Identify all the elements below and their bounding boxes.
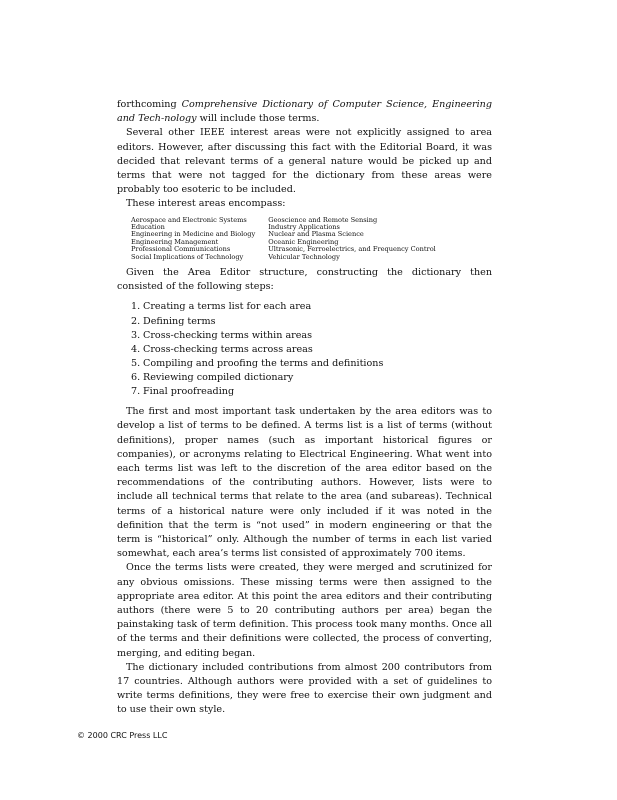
interest-area: Social Implications of Technology (131, 252, 244, 261)
steps-list (117, 300, 492, 399)
interest-area: Nuclear and Plasma Science (268, 230, 364, 239)
list-item (131, 343, 492, 357)
step-text: Cross-checking terms within areas (143, 329, 313, 341)
step-number: 4. (131, 343, 141, 355)
step-text: Reviewing compiled dictionary (143, 371, 294, 383)
interest-areas-left-column (131, 217, 268, 261)
paragraph-merge: Once the terms lists were created, they were merged and scrutinized for any obvious omissions. These missing terms were then assigned to the appropriate area editor. At this point the area editors and their contributing authors (there were 5 to 20 contributing authors per area) began the painstaking task of term definition. This process took many months. Once all of the terms and their definitions were collected, the process of converting, merging, and editing began. (117, 562, 492, 659)
step-number: 3. (131, 329, 141, 341)
list-item (131, 385, 492, 399)
paragraph-areas: Several other IEEE interest areas were not explicitly assigned to area editors. However, after discussing this fact with the Editorial Board, it was decided that relevant terms of a general nature would be picked up and terms that were not tagged for the dictionary from these areas were probably too esoteric to be included. (117, 127, 492, 196)
step-number: 6. (131, 371, 141, 383)
step-text: Final proofreading (143, 386, 235, 398)
book-title: Comprehensive Dictionary of Computer Science, Engineering and Tech-nology (117, 99, 493, 125)
paragraph-contributors: The dictionary included contributions from almost 200 contributors from 17 countries. Although authors were provided with a set of guidelines to write terms definitions, they were free to exercise their own judgment and to use their own style. (117, 661, 492, 716)
paragraph-steps-intro: Given the Area Editor structure, constructing the dictionary then consisted of the following steps: (117, 267, 492, 293)
interest-area: Vehicular Technology (268, 252, 340, 261)
step-number: 1. (131, 301, 141, 313)
list-item (131, 357, 492, 371)
step-number: 5. (131, 357, 141, 369)
intro-text: forthcoming (117, 99, 182, 110)
step-text: Compiling and proofing the terms and definitions (143, 357, 384, 369)
step-text: Cross-checking terms across areas (143, 343, 313, 355)
paragraph-terms-list: The first and most important task undertaken by the area editors was to develop a list of terms to be defined. A terms list is a list of terms (without definitions), proper names (such as important historical figures or companies), or acronyms relating to Electrical Engineering. What went into each terms list was left to the discretion of the area editor based on the recommendations of the contributing authors. However, lists were to include all technical terms that relate to the area (and subareas). Technical terms of a historical nature were only included if it was noted in the definition that the term is “not used” in modern engineering or that the term is “historical” only. Although the number of terms in each list varied somewhat, each area’s terms list consisted of approximately 700 items. (117, 406, 492, 560)
interest-area: Education (131, 223, 165, 232)
interest-areas-right-column (268, 217, 492, 261)
interest-area: Professional Communications (131, 245, 231, 254)
copyright-footer: © 2000 CRC Press LLC (77, 731, 168, 740)
intro-text-end: will include those terms. (196, 113, 320, 125)
list-item (131, 329, 492, 343)
list-item (131, 371, 492, 385)
intro-paragraph (117, 98, 492, 126)
paragraph-encompass: These interest areas encompass: (126, 198, 286, 210)
interest-area: Geoscience and Remote Sensing (268, 215, 378, 224)
interest-area: Industry Applications (268, 223, 340, 232)
interest-area: Engineering Management (131, 237, 219, 246)
page-body (117, 98, 492, 718)
interest-areas-list (131, 217, 492, 261)
interest-area: Oceanic Engineering (268, 237, 339, 246)
step-text: Creating a terms list for each area (143, 301, 312, 313)
step-text: Defining terms (143, 315, 216, 327)
interest-area: Ultrasonic, Ferroelectrics, and Frequency Control (268, 245, 436, 254)
interest-area: Engineering in Medicine and Biology (131, 230, 256, 239)
step-number: 7. (131, 386, 141, 398)
step-number: 2. (131, 315, 141, 327)
interest-area: Aerospace and Electronic Systems (131, 215, 247, 224)
list-item (131, 315, 492, 329)
list-item (131, 300, 492, 314)
